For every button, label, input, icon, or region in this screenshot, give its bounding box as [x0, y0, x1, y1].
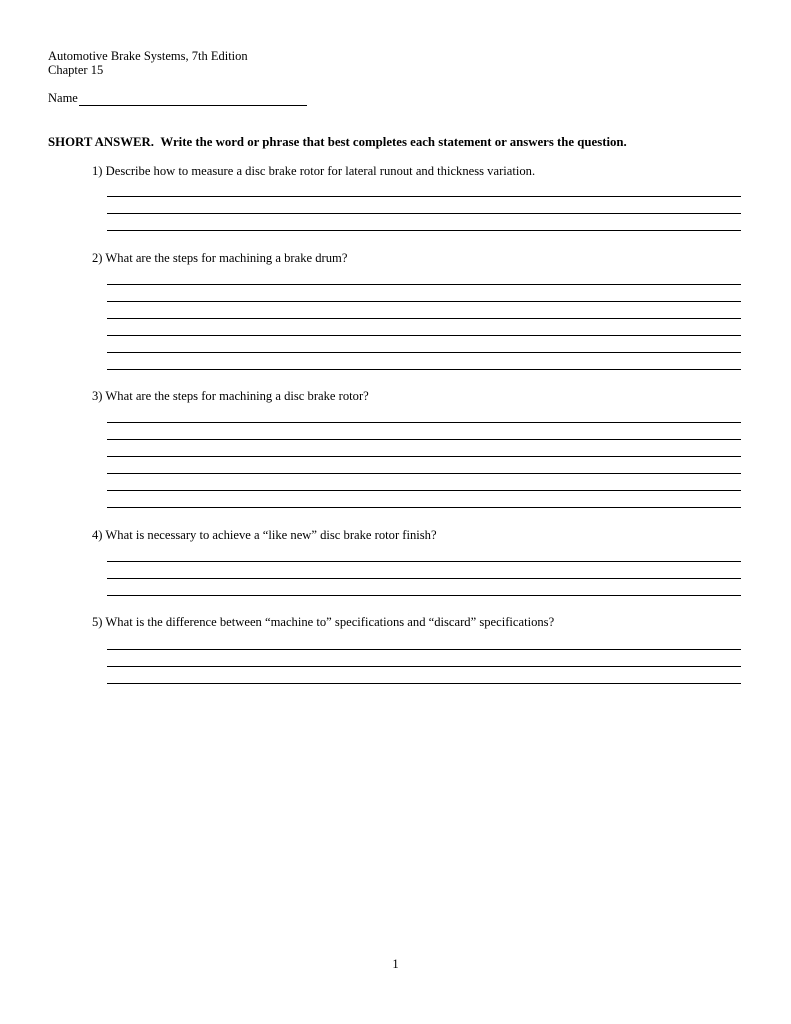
question-3: [92, 388, 369, 404]
question-number: 4): [92, 528, 103, 542]
question-number: 5): [92, 615, 103, 629]
section-instructions: [48, 134, 627, 150]
question-number: 3): [92, 389, 103, 403]
answer-line[interactable]: [107, 369, 741, 370]
answer-line[interactable]: [107, 301, 741, 302]
question-number: 2): [92, 251, 103, 265]
answer-line[interactable]: [107, 284, 741, 285]
answer-line[interactable]: [107, 473, 741, 474]
document-title: Automotive Brake Systems, 7th Edition: [48, 49, 248, 63]
question-4: [92, 527, 437, 543]
question-text: What is necessary to achieve a “like new” disc brake rotor finish?: [105, 528, 437, 542]
answer-line[interactable]: [107, 213, 741, 214]
answer-line[interactable]: [107, 230, 741, 231]
question-5: [92, 614, 554, 630]
answer-line[interactable]: [107, 561, 741, 562]
answer-line[interactable]: [107, 439, 741, 440]
answer-line[interactable]: [107, 335, 741, 336]
section-heading: SHORT ANSWER.: [48, 135, 154, 149]
page-number: 1: [392, 957, 399, 971]
answer-line[interactable]: [107, 595, 741, 596]
answer-line[interactable]: [107, 666, 741, 667]
answer-line[interactable]: [107, 196, 741, 197]
question-text: Describe how to measure a disc brake rotor for lateral runout and thickness variation.: [105, 164, 536, 178]
answer-line[interactable]: [107, 456, 741, 457]
answer-line[interactable]: [107, 649, 741, 650]
question-2: [92, 250, 347, 266]
answer-line[interactable]: [107, 683, 741, 684]
name-label: Name: [48, 91, 78, 105]
question-text: What are the steps for machining a disc brake rotor?: [105, 389, 369, 403]
chapter-label: Chapter 15: [48, 63, 104, 77]
question-number: 1): [92, 164, 103, 178]
question-text: What is the difference between “machine to” specifications and “discard” specifications?: [105, 615, 555, 629]
answer-line[interactable]: [107, 507, 741, 508]
answer-line[interactable]: [107, 490, 741, 491]
instructions-text: Write the word or phrase that best completes each statement or answers the question.: [160, 135, 627, 149]
question-text: What are the steps for machining a brake drum?: [105, 251, 348, 265]
question-1: [92, 163, 535, 179]
name-blank-line[interactable]: [79, 93, 307, 106]
answer-line[interactable]: [107, 352, 741, 353]
answer-line[interactable]: [107, 318, 741, 319]
answer-line[interactable]: [107, 578, 741, 579]
name-field[interactable]: [48, 91, 307, 106]
answer-line[interactable]: [107, 422, 741, 423]
